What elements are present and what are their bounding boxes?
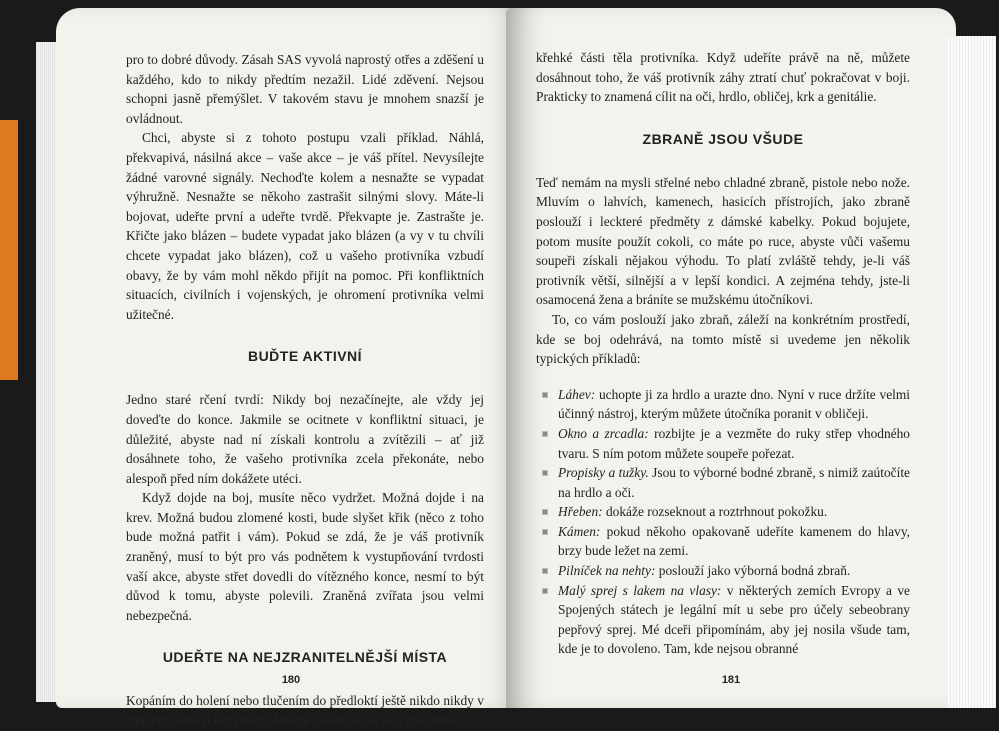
item-text: pokud někoho opakovaně udeříte kamenem do hlavy, brzy bude ležet na zemi.	[558, 523, 910, 559]
item-term: Okno a zrcadla:	[558, 425, 649, 441]
item-text: poslouží jako výborná bodná zbraň.	[655, 563, 851, 579]
item-term: Hřeben:	[558, 504, 603, 520]
list-item	[536, 463, 910, 502]
list-item	[536, 385, 910, 424]
item-text: uchopte ji za hrdlo a urazte dno. Nyní v ruce držíte velmi účinný nástroj, kterým můžete útočníka poranit v obličeji.	[558, 386, 910, 422]
heading-udertte-na-mista: UDEŘTE NA NEJZRANITELNĚJŠÍ MÍSTA	[162, 649, 448, 666]
list-item	[536, 502, 910, 522]
left-page	[56, 8, 526, 729]
item-term: Kámen:	[558, 523, 601, 539]
left-paragraph-5: Kopáním do holení nebo tlučením do předloktí ještě nikdo nikdy v žádném souboji nezvítězil. Musíte útočit na nejvíce zranitelné	[126, 693, 484, 729]
page-number-left: 180	[281, 674, 301, 686]
list-item	[536, 424, 910, 463]
heading-bud-te-aktivni: BUĎTE AKTIVNÍ	[247, 348, 363, 365]
heading-zbrane-jsou-vsude: ZBRANĚ JSOU VŠUDE	[642, 130, 804, 147]
open-book	[12, 8, 996, 729]
item-text: v některých zemích Evropy a ve Spojených státech je legální mít u sebe pro účely sebeobrany pepřový sprej. Mé dceři připomínám, aby jej nosila všude tam, kde je to dovoleno. Tam, kde nejsou obranné	[558, 582, 910, 657]
left-paragraph-2: Chci, abyste si z tohoto postupu vzali příklad. Náhlá, překvapivá, násilná akce – vaše akce – je váš přítel. Nevysílejte žádné varovné signály. Nechoďte kolem a nesnažte se vypadat výhružně. Nesnažte se někoho zastrašit silnými slovy. Máte-li bojovat, udeřte první a udeřte tvrdě. Překvapte je. Zastrašte je. Křičte jako blázen – budete vypadat jako blázen (a vy v tu chvíli chcete vypadat jako blázen), což u vašeho protivníka vzbudí obavy, že by vám mohl někdo přijít na pomoc. Při konfliktních situacích, civilních i vojenských, je ohromení protivníka velmi užitečné.	[126, 130, 484, 322]
item-term: Propisky a tužky.	[558, 465, 649, 481]
list-item	[536, 561, 910, 581]
item-term: Malý sprej s lakem na vlasy:	[558, 582, 722, 598]
weapon-list	[536, 385, 910, 659]
square-bullet-icon	[542, 470, 548, 476]
right-intro-paragraph: křehké části těla protivníka. Když udeříte právě na ně, můžete dosáhnout toho, že váš protivník záhy ztratí chuť pokračovat v boji. Prakticky to znamená cílit na oči, hrdlo, obličej, krk a genitálie.	[536, 50, 910, 105]
square-bullet-icon	[542, 431, 548, 437]
list-item	[536, 581, 910, 659]
square-bullet-icon	[542, 568, 548, 574]
right-paragraph-2: To, co vám poslouží jako zbraň, záleží na konkrétním prostředí, kde se boj odehrává, na tomto místě si uvedeme jen několik typických příkladů:	[536, 311, 910, 367]
item-text: Jsou to výborné bodné zbraně, s nimiž zaútočíte na hrdlo a oči.	[558, 465, 910, 500]
item-text: dokáže rozseknout a roztrhnout pokožku.	[602, 504, 828, 520]
right-paragraph-1: Teď nemám na mysli střelné nebo chladné zbraně, pistole nebo nože. Mluvím o lahvích, kamenech, hasicích přístrojích, jako zbraně poslouží i leckteré předměty z dámské kabelky. Pokud bojujete, potom musíte použít cokoli, co máte po ruce, abyste vůči vašemu soupeři získali nějakou výhodu. To platí zvláště tehdy, je-li váš protivník větší, silnější a v lepší kondici. A zejména tehdy, jste-li osamocená žena a bráníte se mužskému útočníkovi.	[536, 174, 910, 308]
square-bullet-icon	[542, 392, 548, 398]
right-page-stack	[948, 36, 996, 708]
square-bullet-icon	[542, 509, 548, 515]
page-number-right: 181	[721, 674, 741, 686]
list-item	[536, 522, 910, 561]
item-text: rozbijte je a vezměte do ruky střep vhodného tvaru. S ním potom můžete soupeře pořezat.	[558, 425, 911, 461]
item-term: Láhev:	[558, 386, 596, 402]
left-paragraph-4: Když dojde na boj, musíte něco vydržet. Možná dojde i na krev. Možná budou zlomené kosti, bude slyšet křik (něco z toho bude možná patřit i vám). Pokud se zdá, že je váš protivník zraněný, musí to být pro vás podnětem k vystupňování tvrdosti vaší akce, abyste střet dovedli do vítězného konce, nesmí to být důvod k tomu, abyste polevili. Zraněná zvířata jsou velmi nebezpečná.	[126, 490, 484, 623]
square-bullet-icon	[542, 529, 548, 535]
left-intro-paragraph: pro to dobré důvody. Zásah SAS vyvolá naprostý otřes a zděšení u každého, kdo to nikdy předtím nezažil. Lidé zděvení. Nejsou schopni jasně přemýšlet. V takovém stavu je mnohem snazší je ovládnout.	[126, 52, 484, 126]
right-page	[506, 8, 956, 708]
left-paragraph-3: Jedno staré rčení tvrdí: Nikdy boj nezačínejte, ale vždy jej doveďte do konce. Jakmile se ocitnete v konfliktní situaci, je důležité, abyste nad ní získali kontrolu a zvítězili – ať již dosáhnete toho, že vašeho protivníka zcela překonáte, nebo alespoň před ním dokážete utéci.	[126, 392, 484, 486]
square-bullet-icon	[542, 588, 548, 594]
item-term: Pilníček na nehty:	[558, 563, 656, 579]
